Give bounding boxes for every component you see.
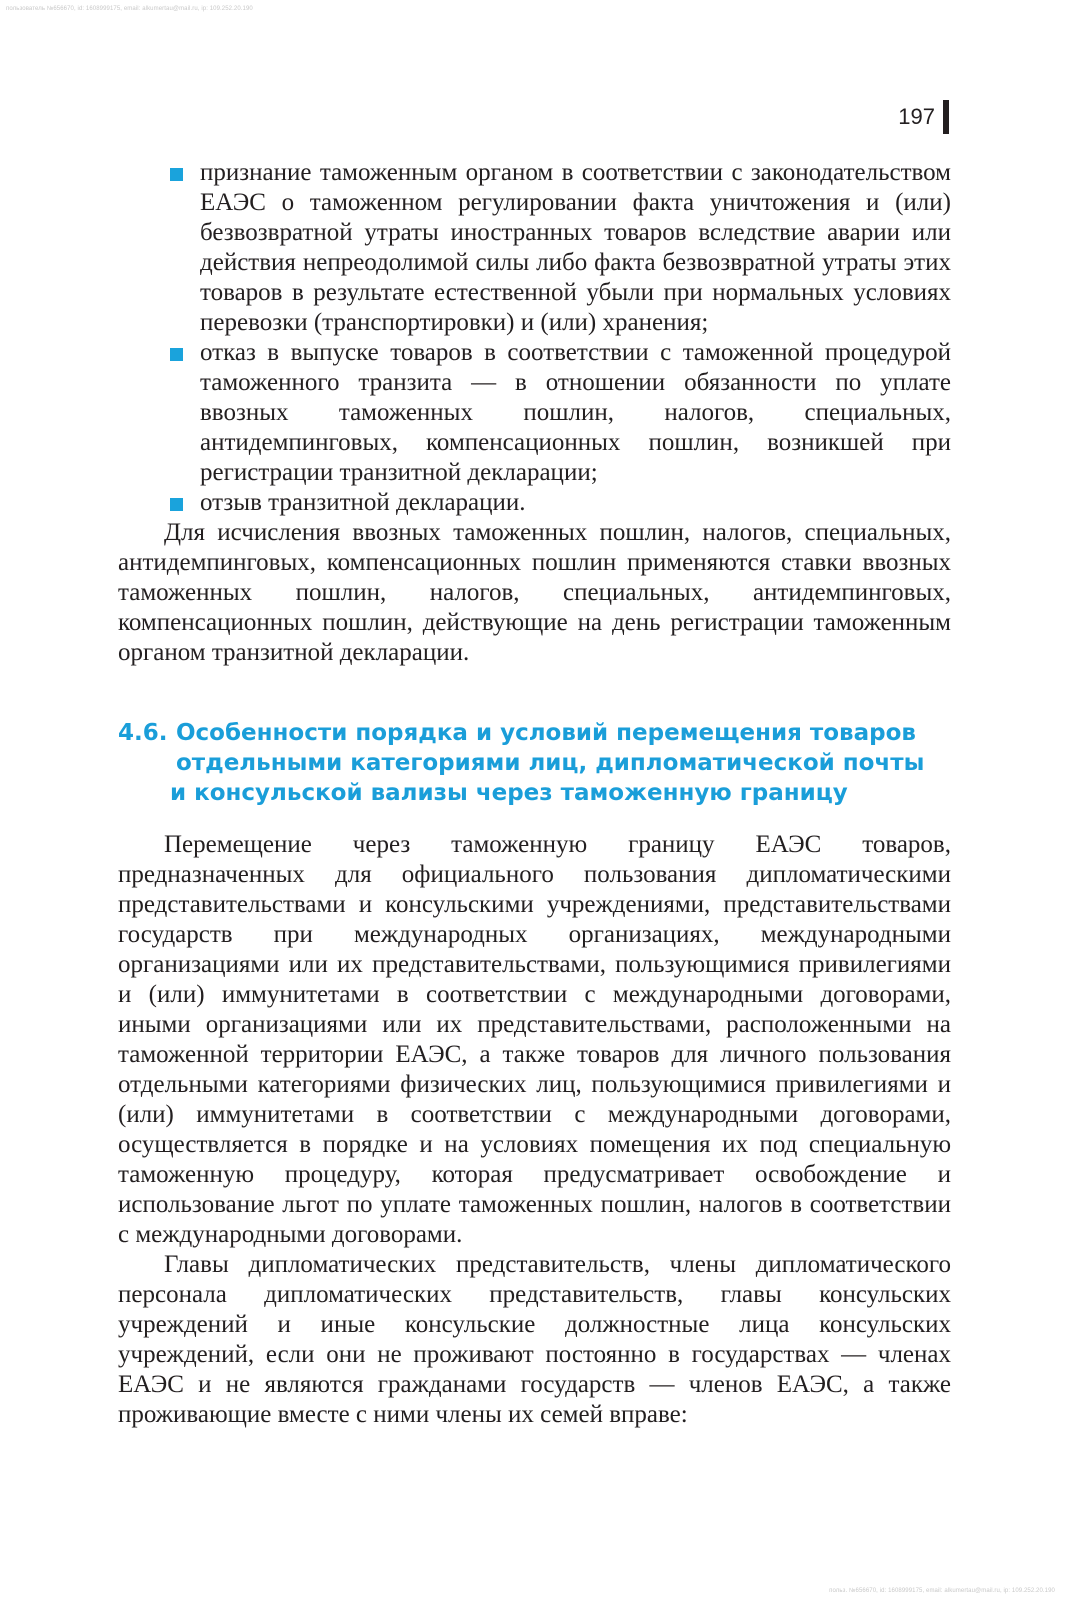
- section-heading-line: [118, 718, 951, 748]
- page-number: 197: [898, 104, 935, 129]
- page-content: [118, 158, 951, 1430]
- page-number-block: [898, 100, 949, 134]
- body-paragraph: Главы дипломатических представительств, члены дипломатического персонала дипломатических представительств, главы консульских учреждений и иные консульские должностные лица консульских учреждений, если они не проживают постоянно в государствах — членах ЕАЭС и не являются гражданами государств — членов ЕАЭС, а также проживающие вместе с ними члены их семей вправе:: [118, 1251, 951, 1428]
- list-item: [118, 338, 951, 488]
- square-bullet-icon: [170, 498, 183, 511]
- section-number: 4.6.: [118, 720, 168, 746]
- page-number-bar: [943, 100, 949, 134]
- list-item: [118, 488, 951, 518]
- list-item-text: отзыв транзитной декларации.: [200, 489, 526, 516]
- list-item-text: отказ в выпуске товаров в соответствии с таможенной процедурой таможенного транзита — в отношении обязанности по уплате ввозных таможенных пошлин, налогов, специальных, антидемпинговых, компенсационных пошлин, возникшей при регистрации транзитной декларации;: [200, 339, 951, 486]
- section-heading: [118, 718, 951, 808]
- section-title-line-2: отдельными категориями лиц, дипломатической почты: [176, 750, 925, 776]
- body-paragraph: Для исчисления ввозных таможенных пошлин, налогов, специальных, антидемпинговых, компенсационных пошлин применяются ставки ввозных таможенных пошлин, налогов, специальных, антидемпинговых, компенсационных пошлин, действующие на день регистрации таможенным органом транзитной декларации.: [118, 519, 951, 666]
- body-paragraph: Перемещение через таможенную границу ЕАЭС товаров, предназначенных для официального пользования дипломатическими представительствами и консульскими учреждениями, представительствами государств при международных организациях, международными организациями или их представительствами, пользующимися привилегиями и (или) иммунитетами в соответствии с международными договорами, иными организациями или их представительствами, расположенными на таможенной территории ЕАЭС, а также товаров для личного пользования отдельными категориями физических лиц, пользующимися привилегиями и (или) иммунитетами в соответствии с международными договорами, осуществляется в порядке и на условиях помещения их под специальную таможенную процедуру, которая предусматривает освобождение и использование льгот по уплате таможенных пошлин, налогов в соответствии с международными договорами.: [118, 831, 951, 1248]
- watermark-top: пользователь №656670, id: 1608999175, email: alkumertau@mail.ru, ip: 109.252.20.190: [6, 6, 253, 12]
- bullet-list: [118, 158, 951, 518]
- square-bullet-icon: [170, 168, 183, 181]
- watermark-bottom: польз. №656670, id: 1608999175, email: alkumertau@mail.ru, ip: 109.252.20.190: [829, 1588, 1055, 1594]
- section-title-line-1: Особенности порядка и условий перемещения товаров: [176, 720, 916, 746]
- square-bullet-icon: [170, 348, 183, 361]
- list-item: [118, 158, 951, 338]
- list-item-text: признание таможенным органом в соответствии с законодательством ЕАЭС о таможенном регулировании факта уничтожения и (или) безвозвратной утраты иностранных товаров вследствие аварии или действия непреодолимой силы либо факта безвозвратной утраты этих товаров в результате естественной убыли при нормальных условиях перевозки (транспортировки) и (или) хранения;: [200, 159, 951, 336]
- section-title-line-3: и консульской вализы через таможенную границу: [170, 780, 848, 806]
